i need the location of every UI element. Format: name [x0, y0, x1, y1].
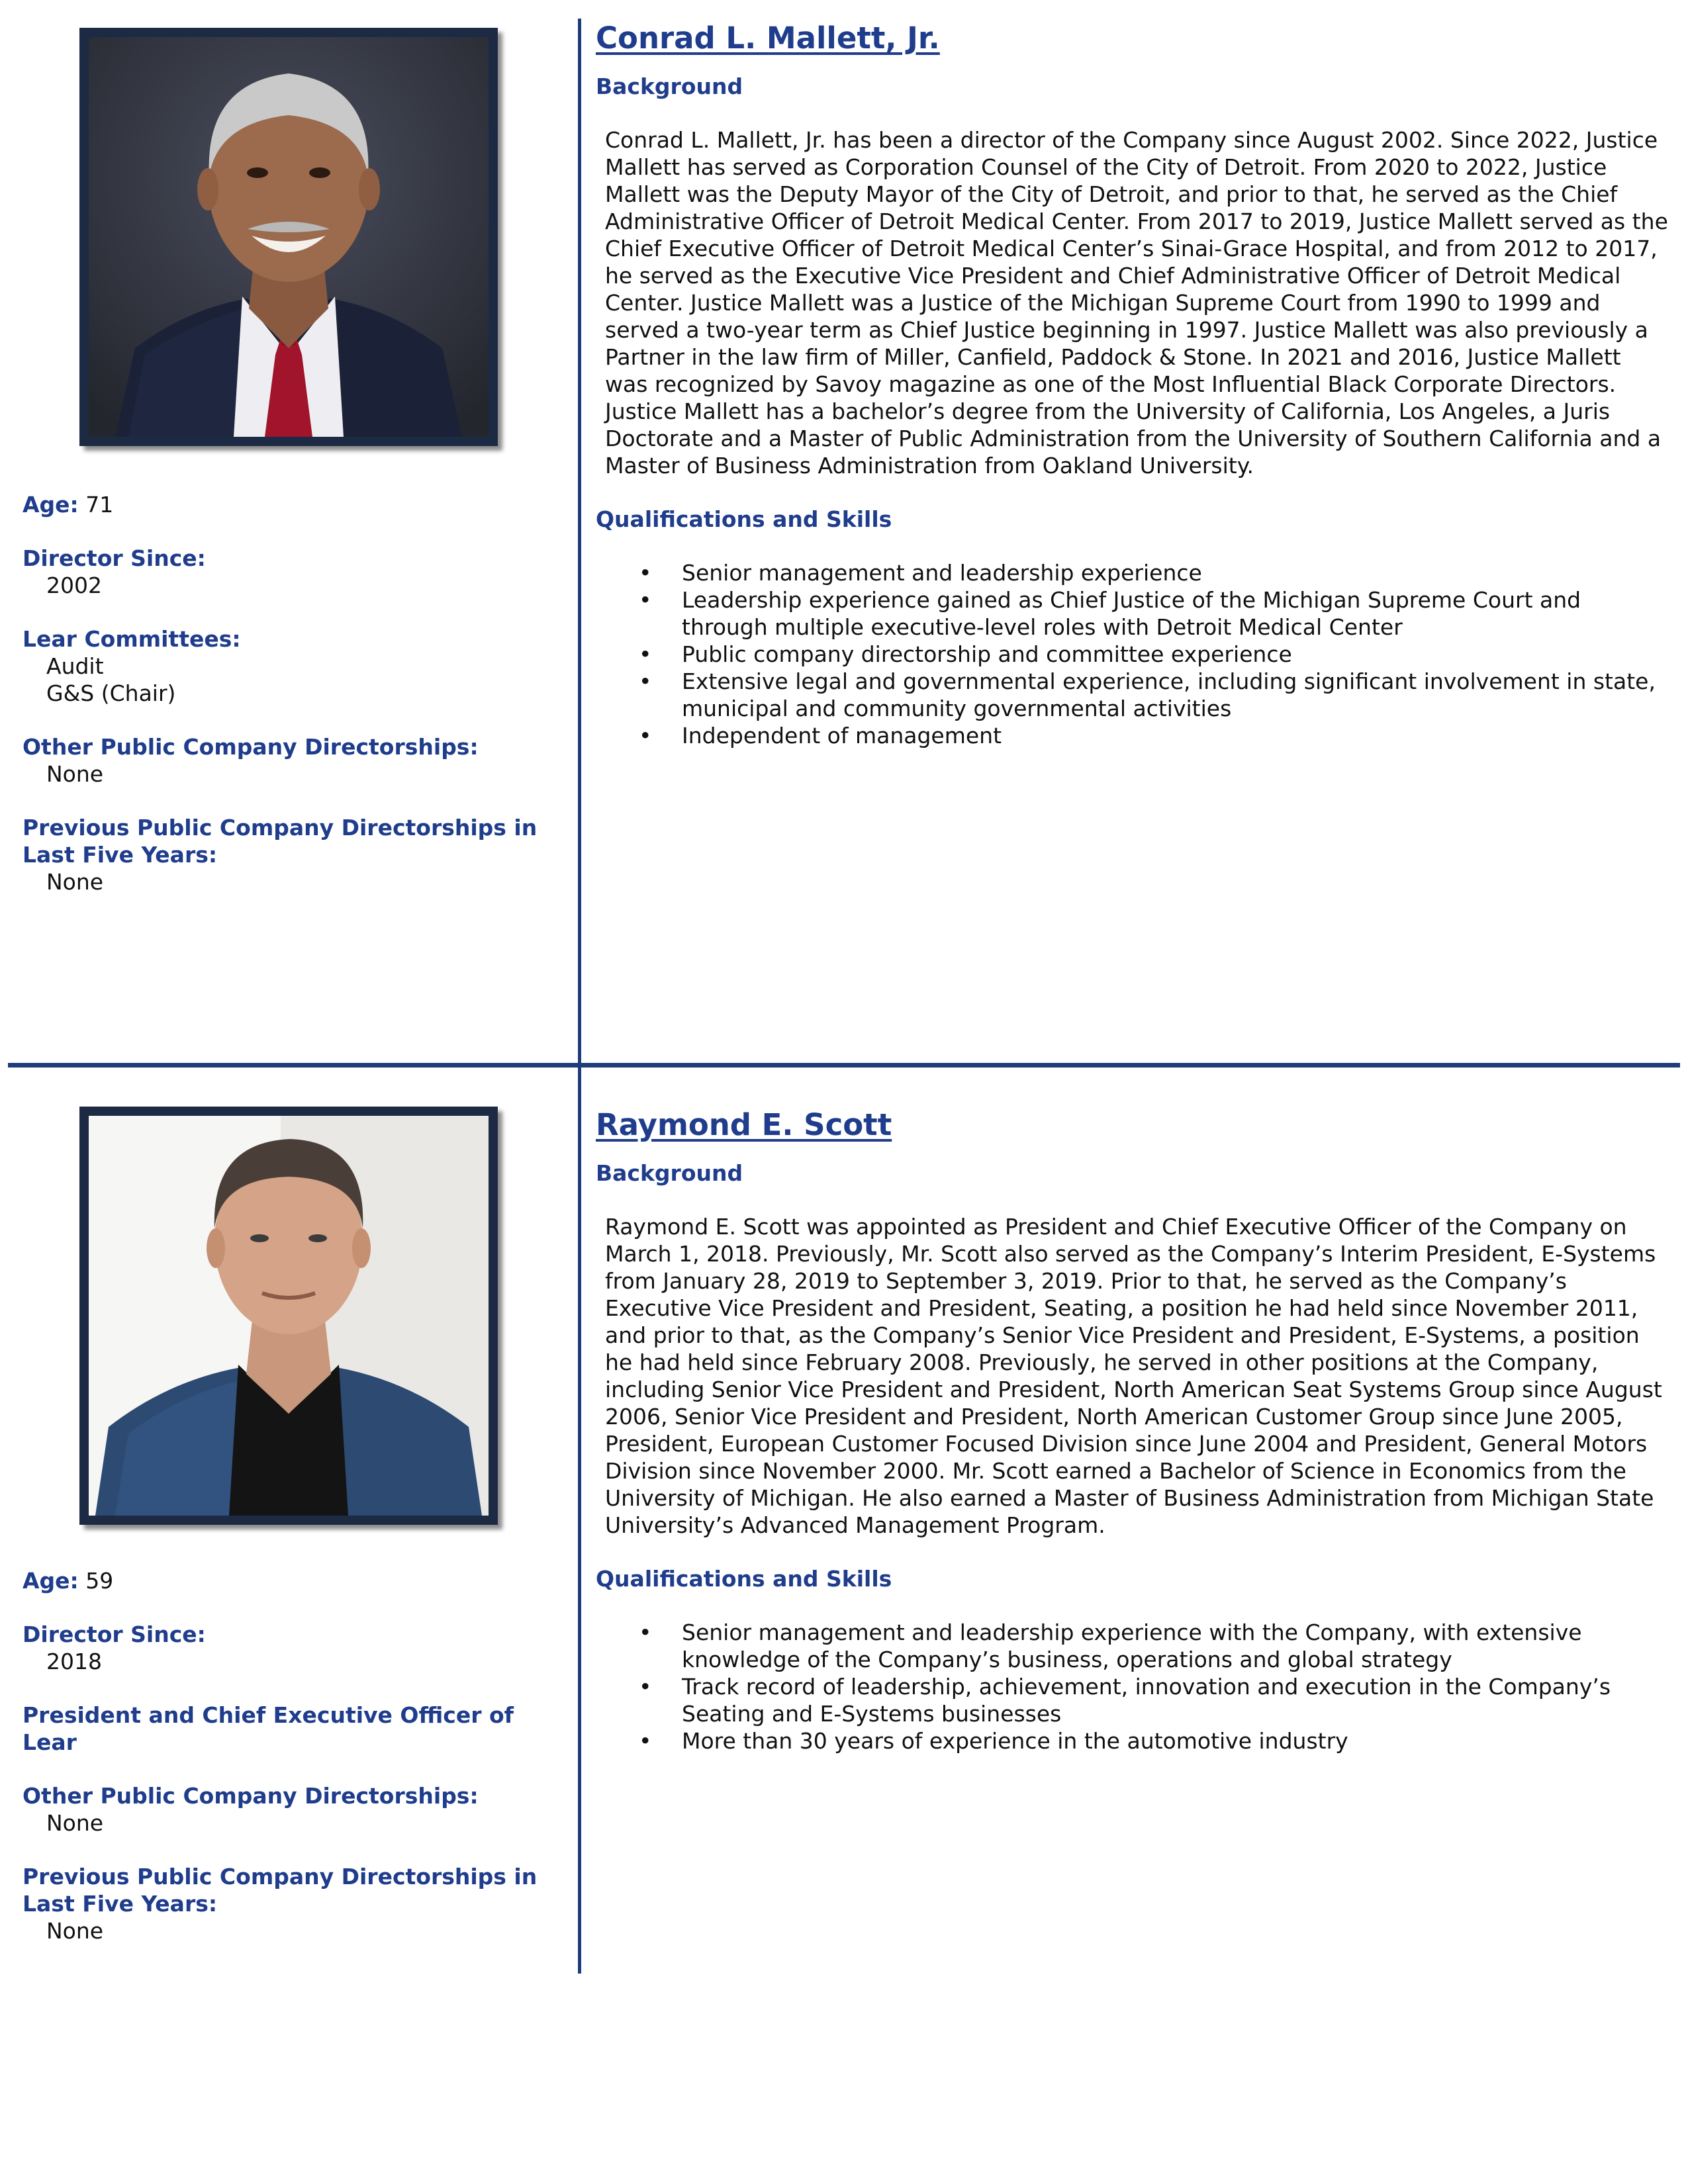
- director-name: Conrad L. Mallett, Jr.: [596, 21, 940, 56]
- director-since-label: Director Since:: [23, 1621, 206, 1647]
- director-sidebar: [0, 1072, 576, 1985]
- age-row: [23, 491, 565, 518]
- director-sidebar: [0, 0, 576, 1072]
- other-directorships-value: None: [46, 761, 104, 787]
- list-item: • Senior management and leadership experience with the Company, with extensive knowledge of the Company’s business, operations and global strategy: [639, 1619, 1668, 1673]
- list-item: • Senior management and leadership experience: [639, 559, 1668, 586]
- column-divider: [578, 1072, 581, 1974]
- age-label: Age:: [23, 492, 79, 518]
- age-value: 59: [85, 1568, 114, 1594]
- director-details: [596, 20, 1668, 749]
- role-label: President and Chief Executive Officer of Lear: [23, 1702, 514, 1755]
- previous-directorships-value: None: [46, 869, 104, 895]
- director-since-label: Director Since:: [23, 545, 206, 571]
- qualifications-heading: Qualifications and Skills: [596, 1566, 892, 1592]
- director-photo-frame: [79, 28, 498, 446]
- director-bio: Raymond E. Scott was appointed as President and Chief Executive Officer of the Company on March 1, 2018. Previously, Mr. Scott also served as the Company’s Interim President, E-Systems from January 28, 2019 to September 3, 2019. Prior to that, he served as the Company’s Executive Vice President and President, Seating, a position he had held since November 2011, and prior to that, as the Company’s Senior Vice President and President, E-Systems, a position he had held since February 2008. Previously, he served in other positions at the Company, including Senior Vice President and President, North American Seat Systems Group since August 2006, Senior Vice President and President, North American Customer Group since June 2005, President, European Customer Focused Division since June 2004 and President, General Motors Division since November 2000. Mr. Scott earned a Bachelor of Science in Economics from the University of Michigan. He also earned a Master of Business Administration from Michigan State University’s Advanced Management Program.: [605, 1214, 1662, 1538]
- portrait-mallett-image: [89, 37, 489, 437]
- list-item: • Independent of management: [639, 722, 1668, 749]
- director-photo: [89, 37, 489, 437]
- director-photo-frame: [79, 1107, 498, 1525]
- director-name: Raymond E. Scott: [596, 1107, 892, 1142]
- list-item: • More than 30 years of experience in the automotive industry: [639, 1727, 1668, 1754]
- column-divider: [578, 19, 581, 1072]
- portrait-scott-image: [89, 1116, 489, 1516]
- director-bio: Conrad L. Mallett, Jr. has been a director of the Company since August 2002. Since 2022, Justice Mallett has served as Corporation Counsel of the City of Detroit. From 2020 to 2022, Justice Mallett was the Deputy Mayor of the City of Detroit, and prior to that, he served as the Chief Administrative Officer of Detroit Medical Center. From 2017 to 2019, Justice Mallett served as the Chief Executive Officer of Detroit Medical Center’s Sinai-Grace Hospital, and from 2012 to 2017, he served as the Executive Vice President and Chief Administrative Officer of Detroit Medical Center. Justice Mallett was a Justice of the Michigan Supreme Court from 1990 to 1999 and served a two-year term as Chief Justice beginning in 1997. Justice Mallett was also previously a Partner in the law firm of Miller, Canfield, Paddock & Stone. In 2021 and 2016, Justice Mallett was recognized by Savoy magazine as one of the Most Influential Black Corporate Directors. Justice Mallett has a bachelor’s degree from the University of California, Los Angeles, a Juris Doctorate and a Master of Public Administration from the University of Southern California and a Master of Business Administration from Oakland University.: [605, 127, 1668, 478]
- qualifications-list: [596, 1619, 1668, 1754]
- director-facts: [23, 1567, 565, 1944]
- background-heading: Background: [596, 73, 743, 99]
- director-profile-mallett: [0, 0, 1688, 1072]
- qualifications-heading: Qualifications and Skills: [596, 506, 892, 532]
- list-item: • Extensive legal and governmental experience, including significant involvement in state, municipal and community governmental activities: [639, 668, 1668, 722]
- director-since-value: 2018: [46, 1649, 102, 1674]
- list-item: • Track record of leadership, achievement, innovation and execution in the Company’s Seating and E-Systems businesses: [639, 1673, 1668, 1727]
- list-item: • Leadership experience gained as Chief Justice of the Michigan Supreme Court and through multiple executive-level roles with Detroit Medical Center: [639, 586, 1668, 641]
- other-directorships-value: None: [46, 1810, 104, 1836]
- previous-directorships-label: Previous Public Company Directorships in Last Five Years:: [23, 815, 538, 868]
- previous-directorships-label: Previous Public Company Directorships in Last Five Years:: [23, 1864, 538, 1917]
- director-photo: [89, 1116, 489, 1516]
- committees-label: Lear Committees:: [23, 626, 241, 652]
- age-label: Age:: [23, 1568, 79, 1594]
- list-item: • Public company directorship and committee experience: [639, 641, 1668, 668]
- other-directorships-label: Other Public Company Directorships:: [23, 734, 479, 760]
- director-since-value: 2002: [46, 572, 102, 598]
- background-heading: Background: [596, 1160, 743, 1186]
- previous-directorships-value: None: [46, 1918, 104, 1944]
- age-row: [23, 1567, 565, 1594]
- director-details: [596, 1107, 1668, 1754]
- section-divider: [8, 1063, 1680, 1068]
- age-value: 71: [85, 492, 114, 518]
- committee-item: G&S (Chair): [46, 680, 176, 706]
- director-profile-scott: [0, 1072, 1688, 1985]
- committee-item: Audit: [46, 653, 104, 679]
- qualifications-list: [596, 559, 1668, 749]
- director-facts: [23, 491, 565, 895]
- other-directorships-label: Other Public Company Directorships:: [23, 1783, 479, 1809]
